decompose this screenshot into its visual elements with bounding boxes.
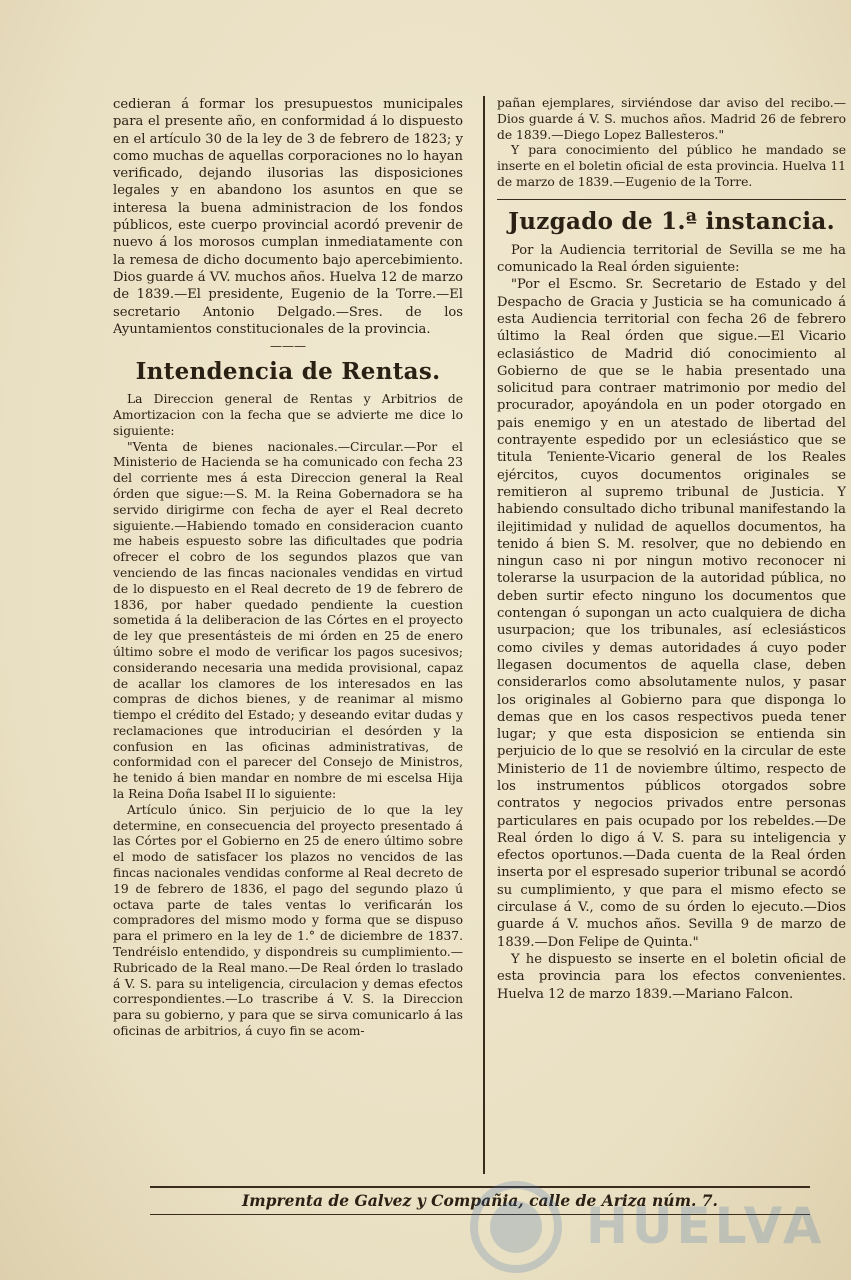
section-heading-juzgado: Juzgado de 1.ª instancia. [508,207,835,235]
section-rule [497,199,846,200]
right-column [497,96,846,1180]
right-paragraph-audiencia: Por la Audiencia territorial de Sevilla se me ha comunicado la Real órden siguiente: [497,242,846,276]
left-column [113,96,463,1180]
left-paragraph-intro: La Direccion general de Rentas y Arbitrios de Amortizacion con la fecha que se advierte me dice lo siguiente: [113,392,463,438]
right-paragraph-real-orden: "Por el Escmo. Sr. Secretario de Estado y del Despacho de Gracia y Justicia se ha comunicado á esta Audiencia territorial con fecha 26 de febrero último la Real órden que sigue.—El Vicario eclasiástico de Madrid dió conocimiento al Gobierno de que se le habia presentado una solicitud para contraer matrimonio por medio del procurador, apoyándola en un poder otorgado en pais enemigo y en un atestado de libertad del contrayente espedido por un eclesiástico que se titula Teniente-Vicario general de los Reales ejércitos, cuyos documentos originales se remitieron al supremo tribunal de Justicia. Y habiendo consultado dicho tribunal manifestando la ilejitimidad y nulidad de aquellos documentos, ha tenido á bien S. M. resolver, que no debiendo en ningun caso ni por ningun motivo reconocer ni tolerarse la usurpacion de la autoridad pública, no deben surtir efecto ninguno los documentos que contengan ó supongan un acto cualquiera de dicha usurpacion; que los tribunales, así eclesiásticos como civiles y demas autoridades á cuyo poder llegasen documentos de aquella clase, deben considerarlos como absolutamente nulos, y pasar los originales al Gobierno para que disponga lo demas que en los casos respectivos pueda tener lugar; y que esta disposicion se entienda sin perjuicio de lo que se resolvió en la circular de este Ministerio de 11 de noviembre último, respecto de los instrumentos públicos otorgados sobre contratos y negocios privados entre personas particulares en pais ocupado por los rebeldes.—De Real órden lo digo á V. S. para su inteligencia y efectos oportunos.—Dada cuenta de la Real órden inserta por el espresado superior tribunal se acordó su cumplimiento, y que para el mismo efecto se circulase á V., como de su órden lo ejecuto.—Dios guarde á V. muchos años. Sevilla 9 de marzo de 1839.—Don Felipe de Quinta." [497,277,846,950]
right-paragraph-continuation: pañan ejemplares, sirviéndose dar aviso del recibo.—Dios guarde á V. S. muchos años. Madrid 26 de febrero de 1839.—Diego Lopez Ballesteros." [497,96,846,142]
short-rule: ——— [270,339,306,354]
seal-icon [461,1179,571,1274]
section-heading-intendencia: Intendencia de Rentas. [135,358,441,386]
left-paragraph-continuation: cedieran á formar los presupuestos municipales para el presente año, en conformidad á lo dispuesto en el artículo 30 de la ley de 3 de febrero de 1823; y como muchas de aquellas corporaciones no lo hayan verificado, dejando ilusorias las disposiciones legales y en abandono los asuntos en que se interesa la buena administracion de los fondos públicos, este cuerpo provincial acordó prevenir de nuevo á los morosos cumplan inmediatamente con la remesa de dicho documento bajo apercebimiento. Dios guarde á VV. muchos años. Huelva 12 de marzo de 1839.—El presidente, Eugenio de la Torre.—El secretario Antonio Delgado.—Sres. de los Ayuntamientos constitucionales de la provincia. [113,97,463,337]
right-paragraph-conocimiento: Y para conocimiento del público he mandado se inserte en el boletin oficial de esta provincia. Huelva 11 de marzo de 1839.—Eugenio de la Torre. [497,143,846,189]
left-paragraph-circular: "Venta de bienes nacionales.—Circular.—Por el Ministerio de Hacienda se ha comunicado con fecha 23 del corriente mes á esta Direccion general la Real órden que sigue:—S. M. la Reina Gobernadora se ha servido dirigirme con fecha de ayer el Real decreto siguiente.—Habiendo tomado en consideracion cuanto me habeis espuesto sobre las dificultades que podria ofrecer el cobro de los segundos plazos que van venciendo de las fincas nacionales vendidas en virtud de lo dispuesto en el Real decreto de 19 de febrero de 1836, por haber quedado pendiente la cuestion sometida á la deliberacion de las Córtes en el proyecto de ley que presentásteis de mi órden en 25 de enero último sobre el modo de verificar los pagos sucesivos; considerando necesaria una medida provisional, capaz de acallar los clamores de los interesados en las compras de dichos bienes, y de reanimar al mismo tiempo el crédito del Estado; y deseando evitar dudas y reclamaciones que introducirian el desórden y la confusion en las oficinas administrativas, de conformidad con el parecer del Consejo de Ministros, he tenido á bien mandar en nombre de mi escelsa Hija la Reina Doña Isabel II lo siguiente: [113,439,463,802]
watermark-text: HUELVA [586,1197,826,1255]
library-watermark [431,1179,841,1274]
column-divider [483,96,485,1174]
right-paragraph-dispuesto: Y he dispuesto se inserte en el boletin oficial de esta provincia para los efectos convenientes. Huelva 12 de marzo 1839.—Mariano Falcon. [497,951,846,1002]
printer-imprint: Imprenta de Galvez y Compañia, calle de Ariza núm. 7. [242,1191,718,1210]
left-paragraph-articulo: Artículo único. Sin perjuicio de lo que la ley determine, en consecuencia del proyecto presentado á las Córtes por el Gobierno en 25 de enero último sobre el modo de satisfacer los plazos no vencidos de las fincas nacionales vendidas conforme al Real decreto de 19 de febrero de 1836, el pago del segundo plazo ú octava parte de tales ventas lo verificarán los compradores del mismo modo y forma que se dispuso para el primero en la ley de 1.° de diciembre de 1837. Tendréislo entendido, y dispondreis su cumplimiento.—Rubricado de la Real mano.—De Real órden lo traslado á V. S. para su inteligencia, circulacion y demas efectos correspondientes.—Lo trascribe á V. S. la Direccion para su gobierno, y para que se sirva comunicarlo á las oficinas de arbitrios, á cuyo fin se acom- [113,802,463,1039]
